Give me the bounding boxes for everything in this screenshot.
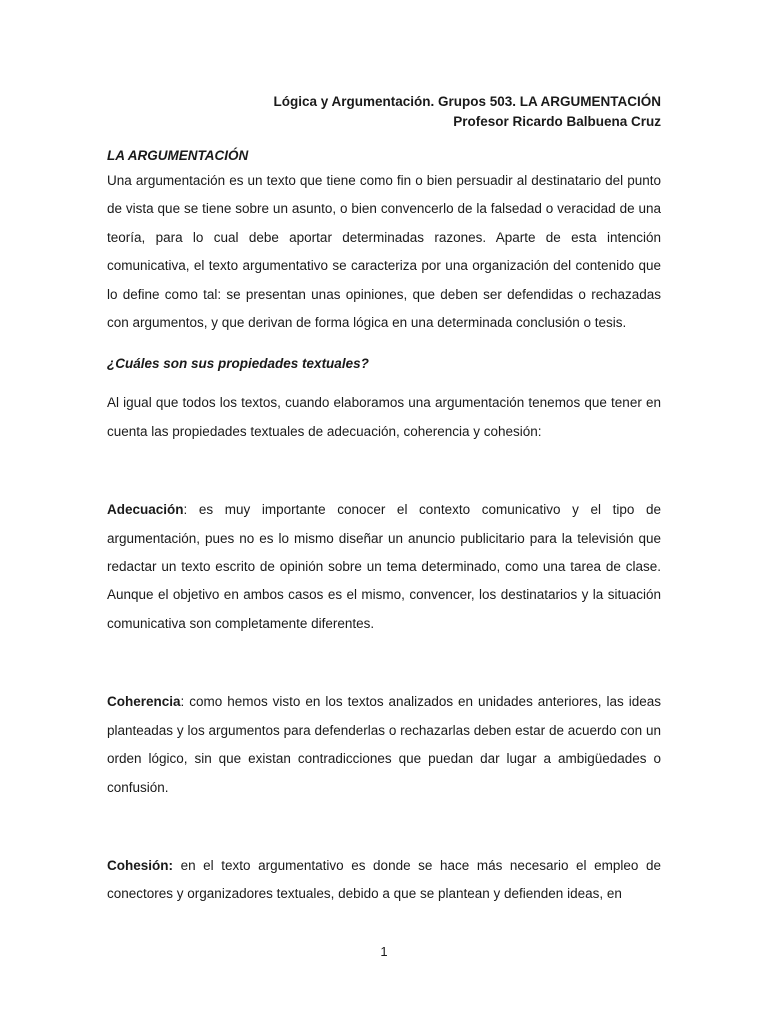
intro-paragraph: Una argumentación es un texto que tiene como fin o bien persuadir al destinatario del punto de vista que se tiene sobre un asunto, o bien convencerlo de la falsedad o veracidad de una teoría, para lo cual debe aportar determinadas razones. Aparte de esta intención comunicativa, el texto argumentativo se caracteriza por una organización del contenido que lo define como tal: se presentan unas opiniones, que deben ser defendidas o rechazadas con argumentos, y que derivan de forma lógica en una determinada conclusión o tesis. [107,173,661,331]
cohesion-paragraph [107,852,661,909]
coherencia-term: Coherencia [107,694,181,710]
coherencia-paragraph [107,688,661,802]
section-title: LA ARGUMENTACIÓN [107,148,249,163]
header-course-title: Lógica y Argumentación. Grupos 503. LA ARGUMENTACIÓN [273,94,661,109]
adecuacion-text: : es muy importante conocer el contexto comunicativo y el tipo de argumentación, pues no es lo mismo diseñar un anuncio publicitario para la televisión que redactar un texto escrito de opinión sobre un tema determinado, como una tarea de clase. Aunque el objetivo en ambos casos es el mismo, convencer, los destinatarios y la situación comunicativa son completamente diferentes. [107,502,661,631]
question-paragraph: Al igual que todos los textos, cuando elaboramos una argumentación tenemos que tener en cuenta las propiedades textuales de adecuación, coherencia y cohesión: [107,395,661,439]
cohesion-term: Cohesión: [107,857,173,873]
question-heading: ¿Cuáles son sus propiedades textuales? [107,356,369,372]
adecuacion-term: Adecuación [107,502,184,518]
page-number: 1 [380,944,388,959]
cohesion-text: en el texto argumentativo es donde se hace más necesario el empleo de conectores y organizadores textuales, debido a que se plantean y defienden ideas, en [107,857,661,902]
adecuacion-paragraph [107,496,661,638]
coherencia-text: : como hemos visto en los textos analizados en unidades anteriores, las ideas planteadas y los argumentos para defenderlas o rechazarlas deben estar de acuerdo con un orden lógico, sin que existan contradicciones que puedan dar lugar a ambigüedades o confusión. [107,694,661,795]
header-professor: Profesor Ricardo Balbuena Cruz [453,114,661,129]
document-body [107,146,661,909]
document-header [273,92,661,132]
